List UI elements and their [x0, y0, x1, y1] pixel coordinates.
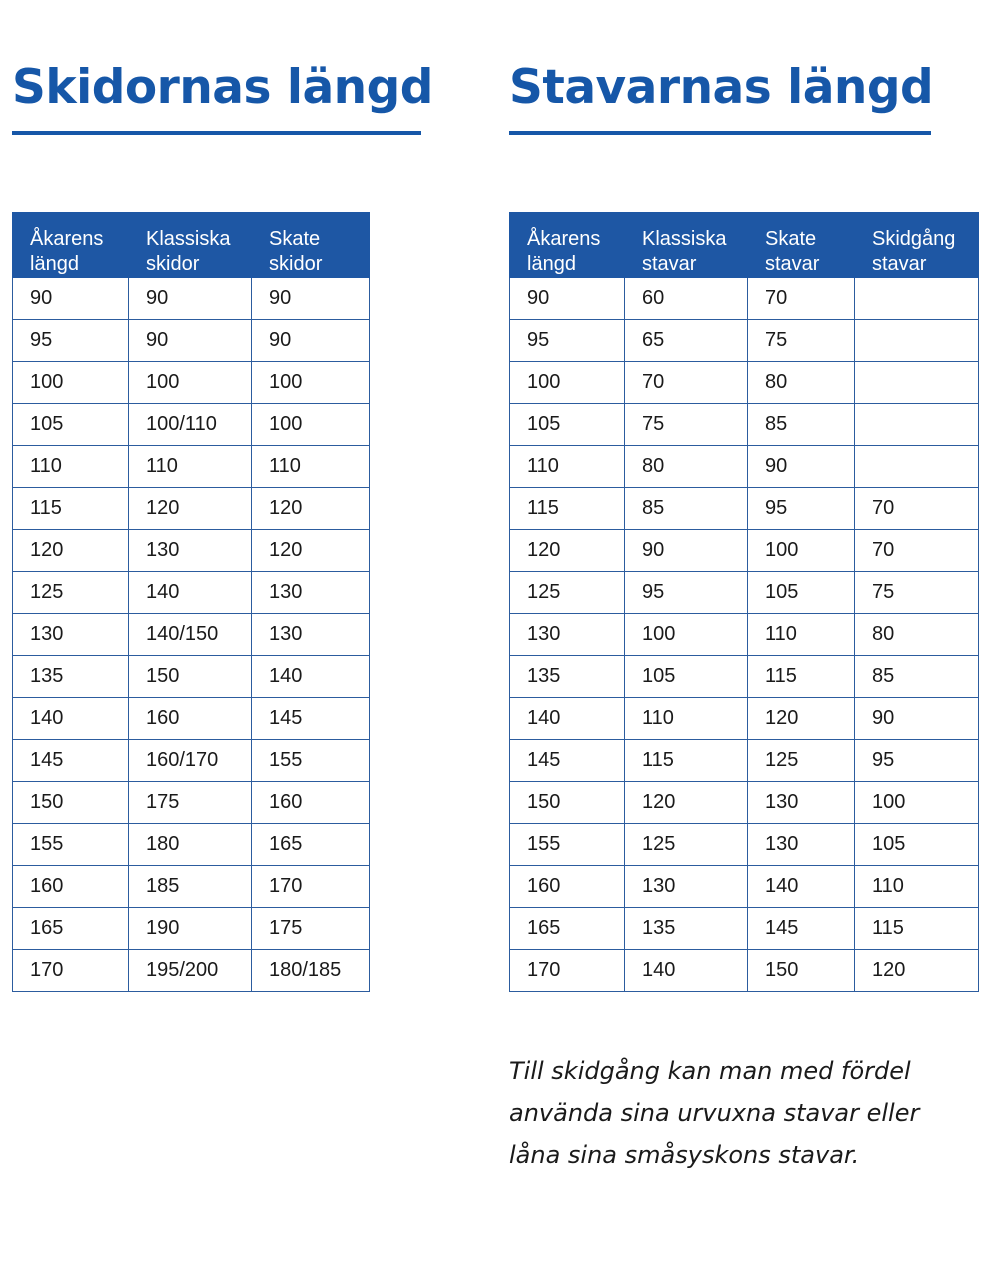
table-row	[510, 530, 979, 572]
poles-title: Stavarnas längd	[509, 60, 934, 115]
poles-header-skate: Skate stavar	[748, 213, 855, 278]
table-cell: 110	[748, 614, 855, 656]
table-cell: 100	[252, 404, 370, 446]
table-row	[510, 656, 979, 698]
table-cell: 175	[252, 908, 370, 950]
poles-table	[509, 212, 979, 992]
table-cell: 80	[625, 446, 748, 488]
table-cell: 90	[129, 278, 252, 320]
table-cell: 155	[13, 824, 129, 866]
table-cell: 70	[855, 488, 979, 530]
table-cell: 100	[748, 530, 855, 572]
table-cell: 130	[510, 614, 625, 656]
table-cell: 160/170	[129, 740, 252, 782]
table-row	[510, 404, 979, 446]
table-row	[13, 446, 370, 488]
table-cell: 110	[252, 446, 370, 488]
table-cell: 95	[855, 740, 979, 782]
table-cell: 95	[13, 320, 129, 362]
table-cell	[855, 404, 979, 446]
skis-title-underline	[12, 131, 421, 135]
table-cell: 105	[855, 824, 979, 866]
table-cell: 160	[129, 698, 252, 740]
table-cell: 140	[129, 572, 252, 614]
table-row	[13, 572, 370, 614]
table-cell: 120	[510, 530, 625, 572]
table-cell: 195/200	[129, 950, 252, 992]
table-cell: 185	[129, 866, 252, 908]
table-cell: 165	[510, 908, 625, 950]
table-row	[13, 614, 370, 656]
table-cell: 90	[129, 320, 252, 362]
note-line: Till skidgång kan man med fördel	[509, 1057, 911, 1085]
table-cell: 150	[510, 782, 625, 824]
table-cell: 80	[748, 362, 855, 404]
table-cell: 140	[510, 698, 625, 740]
table-cell: 125	[510, 572, 625, 614]
table-cell: 90	[13, 278, 129, 320]
table-cell: 70	[855, 530, 979, 572]
table-cell: 150	[748, 950, 855, 992]
table-row	[510, 572, 979, 614]
table-cell: 100	[625, 614, 748, 656]
table-cell: 80	[855, 614, 979, 656]
table-cell: 155	[252, 740, 370, 782]
table-cell: 160	[13, 866, 129, 908]
table-cell: 145	[748, 908, 855, 950]
note-line: låna sina småsyskons stavar.	[509, 1141, 860, 1169]
table-cell: 160	[510, 866, 625, 908]
table-row	[13, 950, 370, 992]
note-text	[509, 1050, 949, 1176]
table-row	[13, 488, 370, 530]
table-cell: 70	[748, 278, 855, 320]
table-cell: 95	[748, 488, 855, 530]
table-cell: 75	[855, 572, 979, 614]
table-row	[13, 782, 370, 824]
table-cell: 90	[625, 530, 748, 572]
table-cell: 100	[252, 362, 370, 404]
table-cell: 170	[13, 950, 129, 992]
poles-header-classic: Klassiska stavar	[625, 213, 748, 278]
table-cell: 165	[252, 824, 370, 866]
table-cell: 90	[510, 278, 625, 320]
table-cell: 120	[252, 530, 370, 572]
table-cell: 125	[748, 740, 855, 782]
poles-table-body	[510, 278, 979, 992]
note-line: använda sina urvuxna stavar eller	[509, 1099, 920, 1127]
table-cell: 145	[510, 740, 625, 782]
table-cell: 120	[855, 950, 979, 992]
table-cell: 115	[510, 488, 625, 530]
table-row	[510, 866, 979, 908]
table-row	[13, 320, 370, 362]
table-cell: 145	[252, 698, 370, 740]
poles-header-skier-length: Åkarens längd	[510, 213, 625, 278]
table-cell: 170	[510, 950, 625, 992]
table-cell: 85	[625, 488, 748, 530]
skis-table	[12, 212, 370, 992]
table-cell: 90	[748, 446, 855, 488]
table-cell: 125	[625, 824, 748, 866]
table-cell: 120	[13, 530, 129, 572]
table-cell: 115	[13, 488, 129, 530]
poles-title-underline	[509, 131, 931, 135]
table-cell: 60	[625, 278, 748, 320]
table-row	[13, 908, 370, 950]
table-cell	[855, 362, 979, 404]
table-cell	[855, 446, 979, 488]
table-cell: 175	[129, 782, 252, 824]
table-cell: 170	[252, 866, 370, 908]
table-row	[510, 950, 979, 992]
table-cell: 130	[625, 866, 748, 908]
poles-table-header-row	[510, 213, 979, 278]
table-row	[13, 698, 370, 740]
table-cell: 85	[855, 656, 979, 698]
table-row	[510, 908, 979, 950]
table-cell: 130	[748, 782, 855, 824]
table-cell: 85	[748, 404, 855, 446]
table-cell: 120	[748, 698, 855, 740]
table-row	[510, 824, 979, 866]
table-cell: 140	[13, 698, 129, 740]
table-cell: 105	[13, 404, 129, 446]
table-cell: 130	[129, 530, 252, 572]
table-cell: 165	[13, 908, 129, 950]
poles-header-ski-walking: Skidgång stavar	[855, 213, 979, 278]
table-row	[510, 278, 979, 320]
table-row	[510, 782, 979, 824]
table-cell: 105	[510, 404, 625, 446]
table-cell: 130	[252, 614, 370, 656]
table-cell: 105	[625, 656, 748, 698]
table-cell: 120	[129, 488, 252, 530]
table-cell: 140	[252, 656, 370, 698]
table-row	[13, 824, 370, 866]
table-cell: 130	[748, 824, 855, 866]
table-cell: 100	[13, 362, 129, 404]
table-cell: 115	[625, 740, 748, 782]
skis-header-classic: Klassiska skidor	[129, 213, 252, 278]
skis-table-header-row	[13, 213, 370, 278]
table-cell: 75	[625, 404, 748, 446]
table-row	[510, 740, 979, 782]
skis-header-skier-length: Åkarens längd	[13, 213, 129, 278]
table-cell	[855, 320, 979, 362]
table-cell: 145	[13, 740, 129, 782]
skis-header-skate: Skate skidor	[252, 213, 370, 278]
table-cell: 115	[748, 656, 855, 698]
table-cell: 90	[252, 278, 370, 320]
skis-title: Skidornas längd	[12, 60, 433, 115]
table-cell: 95	[625, 572, 748, 614]
table-cell: 75	[748, 320, 855, 362]
table-cell: 135	[510, 656, 625, 698]
table-row	[510, 362, 979, 404]
table-row	[13, 278, 370, 320]
table-cell: 190	[129, 908, 252, 950]
table-row	[13, 740, 370, 782]
table-cell: 140	[748, 866, 855, 908]
table-row	[510, 320, 979, 362]
skis-table-body	[13, 278, 370, 992]
table-cell	[855, 278, 979, 320]
table-cell: 105	[748, 572, 855, 614]
table-row	[13, 656, 370, 698]
table-cell: 160	[252, 782, 370, 824]
table-cell: 95	[510, 320, 625, 362]
table-row	[510, 614, 979, 656]
table-cell: 110	[129, 446, 252, 488]
table-cell: 155	[510, 824, 625, 866]
table-cell: 115	[855, 908, 979, 950]
table-row	[13, 866, 370, 908]
table-cell: 100	[510, 362, 625, 404]
table-cell: 90	[855, 698, 979, 740]
table-row	[13, 362, 370, 404]
table-cell: 110	[510, 446, 625, 488]
table-row	[13, 404, 370, 446]
table-cell: 120	[252, 488, 370, 530]
table-cell: 130	[252, 572, 370, 614]
table-cell: 125	[13, 572, 129, 614]
table-cell: 70	[625, 362, 748, 404]
table-row	[510, 698, 979, 740]
table-cell: 65	[625, 320, 748, 362]
table-cell: 140	[625, 950, 748, 992]
table-row	[510, 446, 979, 488]
table-cell: 180	[129, 824, 252, 866]
table-cell: 100	[129, 362, 252, 404]
table-cell: 135	[13, 656, 129, 698]
table-cell: 130	[13, 614, 129, 656]
table-cell: 100	[855, 782, 979, 824]
table-row	[510, 488, 979, 530]
table-cell: 150	[129, 656, 252, 698]
table-cell: 135	[625, 908, 748, 950]
table-cell: 100/110	[129, 404, 252, 446]
table-cell: 140/150	[129, 614, 252, 656]
table-cell: 110	[855, 866, 979, 908]
table-cell: 180/185	[252, 950, 370, 992]
table-cell: 150	[13, 782, 129, 824]
table-cell: 90	[252, 320, 370, 362]
table-row	[13, 530, 370, 572]
table-cell: 110	[13, 446, 129, 488]
table-cell: 120	[625, 782, 748, 824]
table-cell: 110	[625, 698, 748, 740]
